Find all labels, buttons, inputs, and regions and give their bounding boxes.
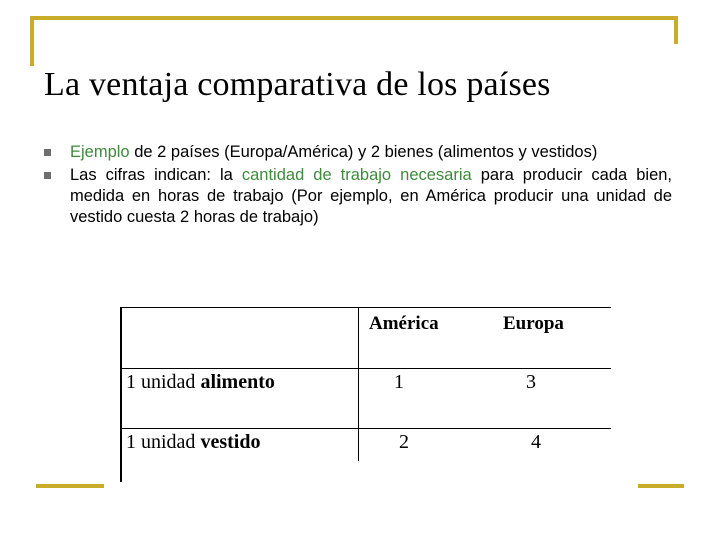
bullet-text: Las cifras indican: la [70, 166, 242, 184]
square-bullet-icon [44, 172, 51, 179]
bullet-list [44, 142, 672, 230]
square-bullet-icon [44, 149, 51, 156]
table-row-divider [120, 368, 611, 369]
column-header-europa: Europa [503, 313, 564, 334]
bottom-left-line [36, 484, 104, 488]
left-border-line [30, 16, 34, 66]
row-label-good: vestido [200, 431, 261, 453]
bullet-text-highlight: cantidad de trabajo necesaria [241, 166, 472, 184]
table-left-border [120, 307, 122, 482]
bullet-item [44, 165, 672, 228]
right-border-line [674, 16, 678, 44]
row-label-vestido [126, 431, 260, 454]
row-label-prefix: 1 unidad [126, 431, 201, 453]
labor-table [120, 307, 611, 482]
cell-america-vestido: 2 [399, 431, 409, 453]
bullet-text-highlight: Ejemplo [70, 143, 130, 161]
cell-america-alimento: 1 [394, 371, 404, 393]
bottom-right-line [638, 484, 684, 488]
slide-title: La ventaja comparativa de los países [44, 66, 551, 103]
cell-europa-vestido: 4 [531, 431, 541, 453]
top-border-line [30, 16, 678, 20]
bullet-text: de 2 países (Europa/América) y 2 bienes (alimentos y vestidos) [129, 143, 598, 161]
row-label-good: alimento [200, 371, 275, 393]
bullet-text: para producir cada bien, medida en horas de trabajo (Por ejemplo, en América producir una unidad de vestido cuesta 2 horas de trabajo) [70, 166, 673, 226]
row-label-prefix: 1 unidad [126, 371, 201, 393]
table-column-divider [358, 307, 359, 461]
column-header-america: América [369, 313, 439, 334]
row-label-alimento [126, 371, 275, 394]
table-top-border [120, 307, 611, 308]
bullet-item [44, 142, 672, 163]
table-row-divider [120, 428, 611, 429]
cell-europa-alimento: 3 [526, 371, 536, 393]
